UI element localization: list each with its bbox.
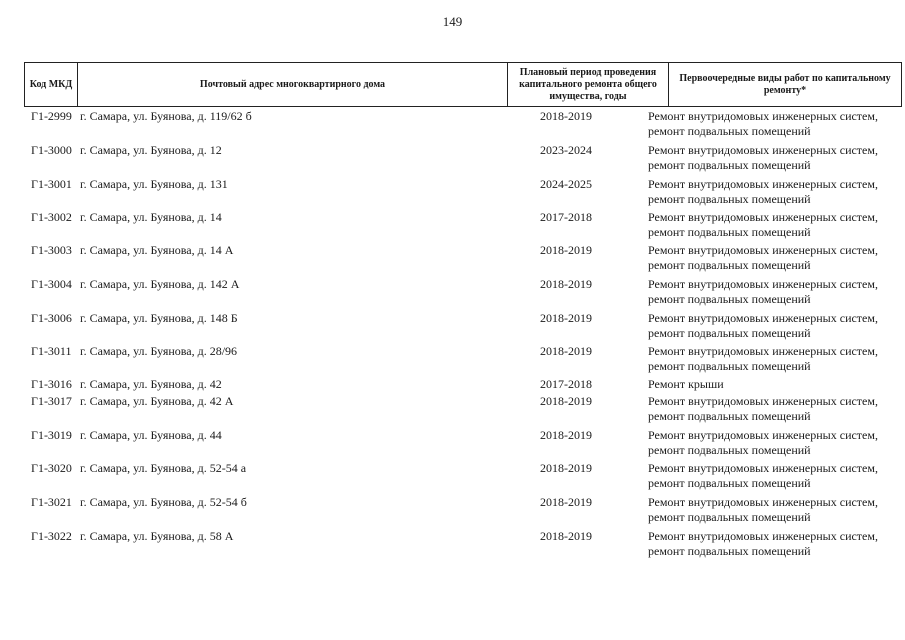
cell-code: Г1-3011: [31, 344, 72, 358]
cell-address: г. Самара, ул. Буянова, д. 131: [80, 177, 228, 191]
cell-address: г. Самара, ул. Буянова, д. 42: [80, 377, 222, 391]
cell-works: Ремонт внутридомовых инженерных систем, ремонт подвальных помещений: [648, 311, 878, 340]
cell-works: Ремонт внутридомовых инженерных систем, ремонт подвальных помещений: [648, 243, 878, 272]
cell-period: 2024-2025: [540, 177, 592, 191]
cell-works: Ремонт крыши: [648, 377, 724, 391]
cell-address: г. Самара, ул. Буянова, д. 14: [80, 210, 222, 224]
cell-period: 2018-2019: [540, 495, 592, 509]
cell-code: Г1-2999: [31, 109, 72, 123]
cell-code: Г1-3021: [31, 495, 72, 509]
cell-address: г. Самара, ул. Буянова, д. 52-54 а: [80, 461, 247, 475]
cell-works: Ремонт внутридомовых инженерных систем, ремонт подвальных помещений: [648, 210, 878, 239]
cell-code: Г1-3020: [31, 461, 72, 475]
cell-address: г. Самара, ул. Буянова, д. 44: [80, 428, 222, 442]
cell-period: 2017-2018: [540, 377, 592, 391]
cell-period: 2018-2019: [540, 394, 592, 408]
cell-works: Ремонт внутридомовых инженерных систем, ремонт подвальных помещений: [648, 344, 878, 373]
cell-address: г. Самара, ул. Буянова, д. 12: [80, 143, 222, 157]
cell-code: Г1-3000: [31, 143, 72, 157]
cell-address: г. Самара, ул. Буянова, д. 52-54 б: [80, 495, 247, 509]
cell-works: Ремонт внутридомовых инженерных систем, ремонт подвальных помещений: [648, 495, 878, 524]
header-address: Почтовый адрес многоквартирного дома: [78, 63, 508, 106]
cell-code: Г1-3019: [31, 428, 72, 442]
cell-period: 2018-2019: [540, 311, 592, 325]
cell-works: Ремонт внутридомовых инженерных систем, ремонт подвальных помещений: [648, 177, 878, 206]
cell-address: г. Самара, ул. Буянова, д. 42 А: [80, 394, 234, 408]
header-period: Плановый период проведения капитального ремонта общего имущества, годы: [508, 63, 669, 106]
cell-period: 2018-2019: [540, 529, 592, 543]
cell-code: Г1-3002: [31, 210, 72, 224]
table-header: [24, 62, 902, 107]
cell-address: г. Самара, ул. Буянова, д. 119/62 б: [80, 109, 252, 123]
cell-period: 2018-2019: [540, 344, 592, 358]
cell-works: Ремонт внутридомовых инженерных систем, ремонт подвальных помещений: [648, 143, 878, 172]
cell-code: Г1-3001: [31, 177, 72, 191]
cell-works: Ремонт внутридомовых инженерных систем, ремонт подвальных помещений: [648, 461, 878, 490]
cell-period: 2018-2019: [540, 428, 592, 442]
cell-code: Г1-3022: [31, 529, 72, 543]
cell-period: 2018-2019: [540, 243, 592, 257]
cell-period: 2018-2019: [540, 277, 592, 291]
page-number: 149: [442, 14, 463, 29]
cell-code: Г1-3003: [31, 243, 72, 257]
cell-address: г. Самара, ул. Буянова, д. 148 Б: [80, 311, 238, 325]
cell-code: Г1-3017: [31, 394, 72, 408]
cell-works: Ремонт внутридомовых инженерных систем, ремонт подвальных помещений: [648, 109, 878, 138]
cell-code: Г1-3006: [31, 311, 72, 325]
cell-works: Ремонт внутридомовых инженерных систем, ремонт подвальных помещений: [648, 428, 878, 457]
cell-works: Ремонт внутридомовых инженерных систем, ремонт подвальных помещений: [648, 529, 878, 558]
cell-period: 2018-2019: [540, 461, 592, 475]
cell-period: 2017-2018: [540, 210, 592, 224]
cell-period: 2018-2019: [540, 109, 592, 123]
header-code: Код МКД: [25, 63, 78, 106]
cell-works: Ремонт внутридомовых инженерных систем, ремонт подвальных помещений: [648, 277, 878, 306]
cell-address: г. Самара, ул. Буянова, д. 28/96: [80, 344, 238, 358]
cell-code: Г1-3004: [31, 277, 72, 291]
cell-period: 2023-2024: [540, 143, 592, 157]
cell-address: г. Самара, ул. Буянова, д. 142 А: [80, 277, 240, 291]
cell-address: г. Самара, ул. Буянова, д. 14 А: [80, 243, 234, 257]
cell-code: Г1-3016: [31, 377, 72, 391]
cell-works: Ремонт внутридомовых инженерных систем, ремонт подвальных помещений: [648, 394, 878, 423]
header-works: Первоочередные виды работ по капитальному ремонту*: [679, 72, 891, 96]
cell-address: г. Самара, ул. Буянова, д. 58 А: [80, 529, 234, 543]
